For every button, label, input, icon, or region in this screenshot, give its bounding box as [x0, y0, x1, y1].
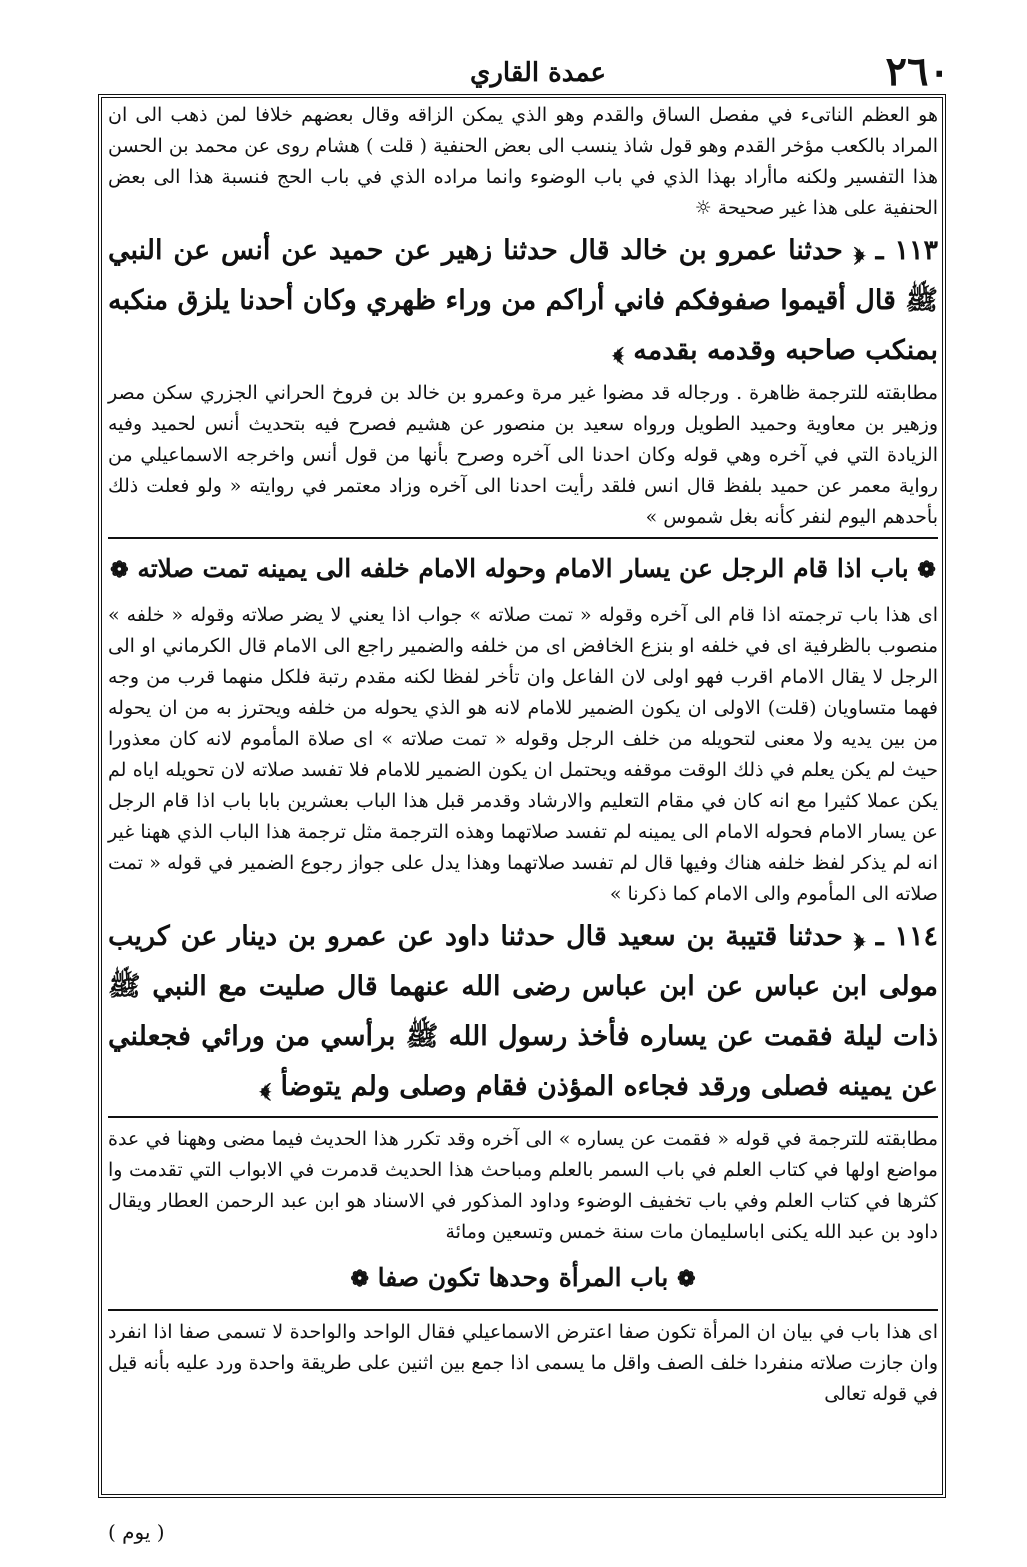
hadith-113: ١١٣ ـ ﴿ حدثنا عمرو بن خالد قال حدثنا زهير عن حميد عن أنس عن النبي ﷺ قال أقيموا صفوفكم فاني أراكم من وراء ظهري وكان أحدنا يلزق منكبه بمنكب صاحبه وقدمه بقدمه ﴾ [108, 235, 938, 366]
page-body [108, 100, 938, 1492]
ornament-icon: ❁ [917, 557, 936, 583]
section-divider [108, 1309, 938, 1311]
ornament-icon: ❁ [677, 1266, 696, 1292]
page-number: ٢٦٠ [885, 48, 950, 95]
section-divider [108, 537, 938, 539]
catchword: ( يوم ) [108, 1520, 165, 1544]
ornament-icon: ❁ [110, 557, 129, 583]
chapter-title: باب اذا قام الرجل عن يسار الامام وحوله الامام خلفه الى يمينه تمت صلاته [137, 554, 909, 583]
ornament-icon: ❁ [350, 1266, 369, 1292]
chapter-heading-1 [108, 547, 938, 592]
book-title: عمدة القاري [470, 58, 606, 88]
commentary-paragraph-4: مطابقته للترجمة في قوله « فقمت عن يساره » الى آخره وقد تكرر هذا الحديث فيما مضى وههنا في عدة مواضع اولها في كتاب العلم في باب السمر بالعلم ومباحث هذا الحديث قدمرت في الابواب التي تقدمت وا كثرها في كتاب العلم وفي باب تخفيف الوضوء وداود المذكور في الاسناد هو ابن عبد الرحمن العطار ويقال داود بن عبد الله يكنى اباسليمان مات سنة خمس وتسعين ومائة [108, 1128, 938, 1243]
commentary-paragraph-5: اى هذا باب في بيان ان المرأة تكون صفا اعترض الاسماعيلي فقال الواحد والواحدة لا تسمى صفا اذا انفرد وان جازت صلاته منفردا خلف الصف واقل ما يسمى اذا جمع بين اثنين على طريقة واحدة ورد عليه بأنه قيل في قوله تعالى [108, 1321, 938, 1405]
section-divider [108, 1116, 938, 1118]
chapter-title: باب المرأة وحدها تكون صفا [377, 1263, 669, 1292]
hadith-114: ١١٤ ـ ﴿ حدثنا قتيبة بن سعيد قال حدثنا داود عن عمرو بن دينار عن كريب مولى ابن عباس عن ابن عباس رضى الله عنهما قال صليت مع النبي ﷺ ذات ليلة فقمت عن يساره فأخذ رسول الله ﷺ برأسي من ورائي فجعلني عن يمينه فصلى ورقد فجاءه المؤذن فقام وصلى ولم يتوضأ ﴾ [108, 921, 938, 1102]
commentary-paragraph-3: اى هذا باب ترجمته اذا قام الى آخره وقوله « تمت صلاته » جواب اذا يعني لا يضر صلاته وقوله « خلفه » منصوب بالظرفية اى في خلفه او بنزع الخافض اى من خلفه والضمير راجع الى الامام قال الكرماني او الى الرجل لا يقال الامام اقرب فهو اولى لان الفاعل وان تأخر لفظا لكنه مقدم رتبة فلكل منهما قرب من وجه فهما متساويان (قلت) الاولى ان يكون الضمير للامام لانه هو الذي يحوله من خلفه ويحترز به من ان يحوله من بين يديه ولا معنى لتحويله من خلف الرجل وقوله « تمت صلاته » اى صلاة المأموم لانه كان معذورا حيث لم يكن يعلم في ذلك الوقت موقفه ويحتمل ان يكون الضمير للامام فلا تفسد صلاته لان تحويله اياه لم يكن عملا كثيرا مع انه كان في مقام التعليم والارشاد وقدمر قبل هذا الباب بعشرين بابا باب اذا قام الرجل عن يسار الامام فحوله الامام الى يمينه لم تفسد صلاتهما وهذه الترجمة مثل ترجمة هذا الباب الذي ههنا غير انه لم يذكر لفظ خلفه هناك وفيها قال لم تفسد صلاتهما وهذا يدل على جواز رجوع الضمير في قوله « تمت صلاته الى المأموم والى الامام كما ذكرنا » [108, 604, 938, 905]
page-header [90, 48, 950, 94]
chapter-heading-2 [108, 1256, 938, 1301]
commentary-paragraph-1: هو العظم الناتىء في مفصل الساق والقدم وهو الذي يمكن الزاقه وقال بعضهم خلافا لمن ذهب الى ان المراد بالكعب مؤخر القدم وهو قول شاذ ينسب الى بعض الحنفية ( قلت ) هشام روى عن محمد بن الحسن هذا التفسير ولكنه ماأراد بهذا الذي في باب الوضوء وانما مراده الذي في باب الحج فنسبة هذا الى بعض الحنفية على هذا غير صحيحة ☼ [108, 104, 938, 219]
commentary-paragraph-2: مطابقته للترجمة ظاهرة . ورجاله قد مضوا غير مرة وعمرو بن خالد بن فروخ الحراني الجزري سكن مصر وزهير بن معاوية وحميد الطويل ورواه سعيد بن منصور عن هشيم فصرح فيه بتحديث أنس لحميد وفيه الزيادة التي في آخره وهي قوله وكان احدنا الى آخره وصرح بأنها من قول أنس واخرجه الاسماعيلي من رواية معمر عن حميد بلفظ قال انس فلقد رأيت احدنا الى آخره وزاد معتمر في روايته « ولو فعلت ذلك بأحدهم اليوم لنفر كأنه بغل شموس » [108, 382, 938, 528]
